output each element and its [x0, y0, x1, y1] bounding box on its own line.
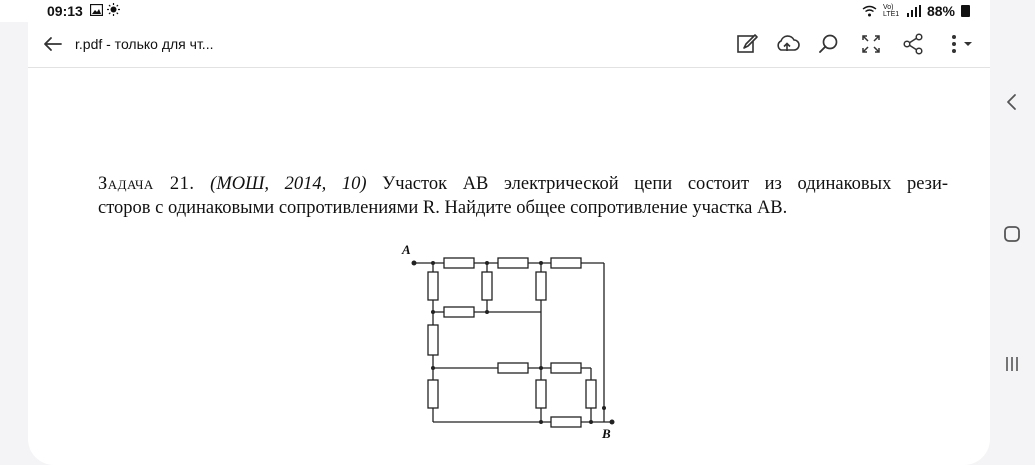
resistor [551, 417, 581, 427]
more-options-icon[interactable] [946, 31, 980, 57]
junction-dot [485, 310, 489, 314]
network-label: Vo) LTE1 [882, 4, 900, 18]
junction-dot [539, 420, 543, 424]
status-bar [0, 0, 990, 22]
problem-line-1 [98, 172, 948, 196]
problem-heading: Задача 21. [98, 174, 195, 194]
problem-line-2: сторов с одинаковыми сопротивлениями R. Найдите общее сопротивление участка AB. [98, 198, 788, 218]
edit-icon[interactable] [734, 31, 760, 57]
status-right-icons [862, 3, 970, 19]
resistor [428, 380, 438, 408]
resistor [428, 325, 438, 355]
resistor [551, 363, 581, 373]
resistor [498, 363, 528, 373]
brightness-notification-icon [107, 3, 120, 16]
problem-source: (МОШ, 2014, 10) [210, 174, 367, 194]
terminal-label-a: A [402, 242, 411, 257]
junction-dot [610, 420, 615, 425]
document-title: r.pdf - только для чт... [75, 36, 214, 52]
junction-dot [485, 261, 489, 265]
resistor [444, 258, 474, 268]
back-icon[interactable] [1000, 90, 1024, 114]
junction-dot [431, 310, 435, 314]
terminal-label-b: B [602, 426, 611, 441]
junction-dot [431, 261, 435, 265]
resistor [498, 258, 528, 268]
problem-line-1-text: Участок AB электрической цепи состоит из одинаковых рези- [382, 174, 949, 194]
battery-icon [961, 5, 970, 17]
navigation-bar [990, 0, 1035, 465]
resistor [444, 307, 474, 317]
resistor [536, 380, 546, 408]
fullscreen-icon[interactable] [858, 31, 884, 57]
home-icon[interactable] [1000, 222, 1024, 246]
junction-dot [539, 261, 543, 265]
resistor [551, 258, 581, 268]
gallery-notification-icon [90, 4, 103, 16]
back-arrow-icon[interactable] [40, 31, 66, 57]
status-notification-icons [90, 3, 120, 19]
junction-dot [412, 261, 417, 266]
junction-dot [431, 366, 435, 370]
app-bar [28, 22, 990, 68]
junction-dot [539, 366, 543, 370]
resistor [536, 272, 546, 300]
junction-dot [589, 420, 593, 424]
status-time: 09:13 [47, 3, 83, 19]
recent-apps-icon[interactable] [1000, 352, 1024, 376]
pdf-page[interactable] [28, 68, 990, 465]
circuit-diagram [398, 240, 658, 450]
resistor [586, 380, 596, 408]
battery-percent: 88% [926, 3, 955, 19]
resistor [482, 272, 492, 300]
problem-text [98, 172, 948, 220]
share-icon[interactable] [900, 31, 926, 57]
signal-icon [907, 5, 921, 17]
search-icon[interactable] [816, 31, 842, 57]
cloud-upload-icon[interactable] [774, 31, 800, 57]
wifi-icon [862, 5, 877, 17]
resistor [428, 272, 438, 300]
